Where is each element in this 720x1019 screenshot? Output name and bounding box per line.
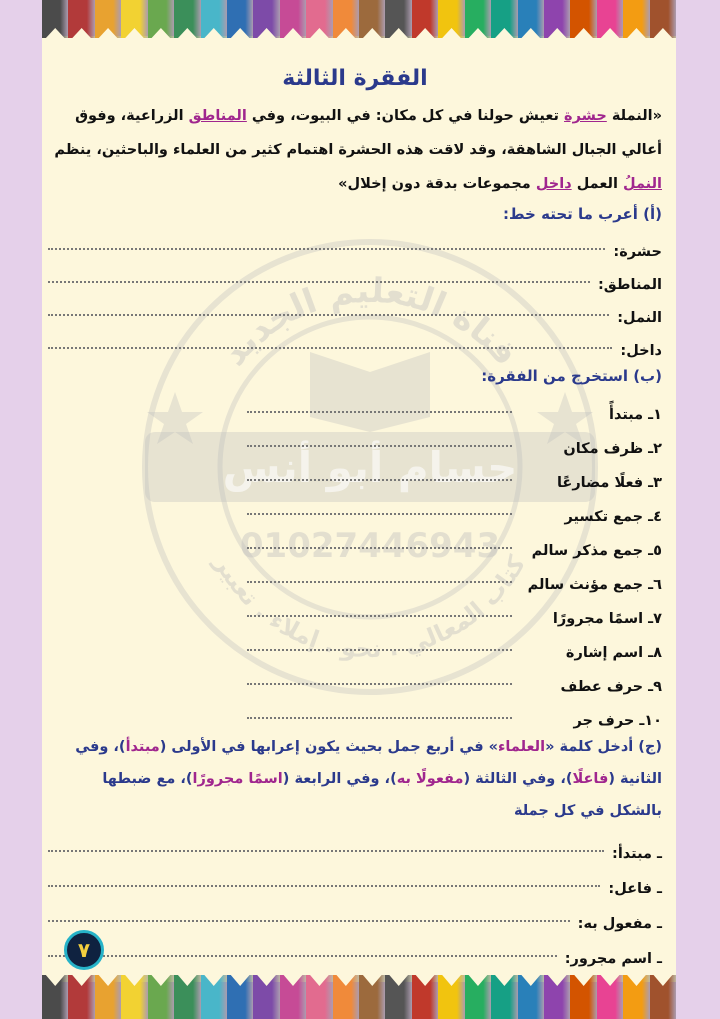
- passage-text: تعيش حولنا في كل مكان: في البيوت، وفي: [246, 108, 565, 124]
- answer-row: [48, 827, 662, 862]
- pencil-icon: [491, 0, 517, 38]
- passage-text: «النملة: [606, 108, 662, 124]
- section-a-list: [48, 227, 662, 359]
- pencil-icon: [412, 975, 438, 1019]
- page-title: الفقرة الثالثة: [282, 66, 428, 91]
- pencil-icon: [227, 0, 253, 38]
- pencil-icon: [253, 975, 279, 1019]
- underlined-word: داخل: [535, 176, 572, 192]
- list-item: [48, 457, 662, 491]
- pencil-icon: [385, 975, 411, 1019]
- answer-label: ـ اسم مجرور:: [564, 951, 662, 967]
- pencil-icon: [148, 975, 174, 1019]
- section-a-heading: (أ) أعرب ما تحته خط:: [503, 205, 662, 223]
- highlighted-term: مفعولًا به: [396, 771, 464, 787]
- passage-text: مجموعات بدقة دون إخلال»: [338, 176, 536, 192]
- list-item-label: ٩ـ حرف عطف: [560, 679, 662, 695]
- pencil-icon: [597, 975, 623, 1019]
- answer-line[interactable]: [247, 512, 512, 515]
- instruction-text: )، وفي الرابعة (: [282, 771, 397, 787]
- pencil-icon: [42, 0, 68, 38]
- pencil-icon: [570, 975, 596, 1019]
- answer-row: [48, 293, 662, 326]
- pencil-icon: [465, 0, 491, 38]
- worksheet-content: [48, 60, 662, 967]
- pencil-icon: [518, 0, 544, 38]
- answer-label: المناطق:: [597, 277, 662, 293]
- list-item-label: ١ـ مبتدأً: [608, 407, 662, 423]
- pencil-icon: [280, 0, 306, 38]
- pencil-icon: [306, 975, 332, 1019]
- underlined-word: النملُ: [623, 176, 662, 192]
- answer-row: [48, 897, 662, 932]
- answer-line[interactable]: [247, 410, 512, 413]
- highlighted-term: العلماء: [498, 739, 546, 755]
- list-item-label: ٦ـ جمع مؤنث سالم: [527, 577, 662, 593]
- list-item: [48, 525, 662, 559]
- pencil-icon: [227, 975, 253, 1019]
- answer-line[interactable]: [48, 849, 604, 852]
- pencil-icon: [412, 0, 438, 38]
- instruction-text: (ج) أدخل كلمة «: [545, 739, 662, 755]
- pencil-icon: [623, 0, 649, 38]
- answer-line[interactable]: [247, 546, 512, 549]
- pencil-icon: [280, 975, 306, 1019]
- watermark-name: حسام أبو أنس: [222, 443, 518, 492]
- answer-label: ـ مبتدأ:: [612, 846, 662, 862]
- list-item: [48, 593, 662, 627]
- instruction-text: )، مع ضبطها بالشكل في كل جملة: [102, 771, 662, 819]
- pencil-icon: [465, 975, 491, 1019]
- pencil-icon: [544, 975, 570, 1019]
- pencil-icon: [42, 975, 68, 1019]
- pencil-icon: [650, 975, 676, 1019]
- list-item-label: ١٠ـ حرف جر: [573, 713, 662, 729]
- list-item: [48, 423, 662, 457]
- answer-label: داخل:: [620, 343, 662, 359]
- passage-text: العمل: [571, 176, 623, 192]
- pencil-icon: [306, 0, 332, 38]
- pencil-icon: [597, 0, 623, 38]
- instruction-text: » في أربع جمل بحيث يكون إعرابها في الأولى (: [159, 739, 498, 755]
- highlighted-term: اسمًا مجرورًا: [192, 771, 283, 787]
- answer-line[interactable]: [247, 478, 512, 481]
- pencil-icon: [121, 975, 147, 1019]
- pencil-icon: [68, 0, 94, 38]
- answer-row: [48, 326, 662, 359]
- pencil-icon: [438, 975, 464, 1019]
- answer-line[interactable]: [247, 682, 512, 685]
- pencil-icon: [148, 0, 174, 38]
- answer-line[interactable]: [48, 346, 612, 349]
- watermark-bottom-text: كتاب المعالي . نحو . إملاء . تعبير: [208, 550, 532, 664]
- pencil-icon: [438, 0, 464, 38]
- list-item: [48, 389, 662, 423]
- list-item: [48, 661, 662, 695]
- answer-label: النمل:: [617, 310, 662, 326]
- instruction-text: )، وفي الثالثة (: [463, 771, 573, 787]
- answer-line[interactable]: [48, 919, 570, 922]
- answer-line[interactable]: [247, 444, 512, 447]
- answer-row: [48, 932, 662, 967]
- pencil-icon: [95, 975, 121, 1019]
- answer-line[interactable]: [48, 954, 557, 957]
- answer-label: ـ فاعل:: [608, 881, 662, 897]
- answer-label: ـ مفعول به:: [577, 916, 662, 932]
- list-item: [48, 695, 662, 729]
- answer-line[interactable]: [48, 247, 605, 250]
- list-item: [48, 491, 662, 525]
- section-c-instructions: [48, 731, 662, 827]
- passage-text: الزراعية، وفوق أعالي الجبال الشاهقة، وقد لاقت هذه الحشرة اهتمام كثير من العلماء والباحثين، ينظم: [54, 108, 662, 158]
- underlined-word: المناطق: [188, 108, 247, 124]
- pencil-icon: [518, 975, 544, 1019]
- list-item: [48, 559, 662, 593]
- list-item: [48, 627, 662, 661]
- pencil-icon: [174, 0, 200, 38]
- highlighted-term: فاعلًا: [572, 771, 609, 787]
- list-item-label: ٨ـ اسم إشارة: [565, 645, 662, 661]
- pencil-icon: [95, 0, 121, 38]
- instruction-text: )، وفي الثانية (: [75, 739, 662, 787]
- pencil-icon: [491, 975, 517, 1019]
- passage: [48, 99, 662, 201]
- answer-row: [48, 227, 662, 260]
- answer-line[interactable]: [247, 580, 512, 583]
- underlined-word: حشرة: [564, 108, 607, 124]
- pencil-icon: [650, 0, 676, 38]
- pencil-icon: [201, 975, 227, 1019]
- section-b-list: [48, 389, 662, 729]
- watermark-phone: 01027446943: [239, 526, 501, 566]
- section-b-heading: (ب) استخرج من الفقرة:: [481, 367, 662, 385]
- pencil-icon: [359, 0, 385, 38]
- answer-line[interactable]: [247, 716, 512, 719]
- answer-row: [48, 260, 662, 293]
- list-item-label: ٢ـ ظرف مكان: [563, 441, 662, 457]
- watermark-arc-text: قناة التعليم الجديد: [214, 270, 526, 374]
- answer-line[interactable]: [48, 884, 600, 887]
- pencil-icon: [359, 975, 385, 1019]
- pencil-icon: [333, 975, 359, 1019]
- answer-line[interactable]: [48, 313, 609, 316]
- pencil-icon: [253, 0, 279, 38]
- answer-line[interactable]: [247, 648, 512, 651]
- pencil-icon: [570, 0, 596, 38]
- answer-line[interactable]: [247, 614, 512, 617]
- pencil-icon: [544, 0, 570, 38]
- answer-row: [48, 862, 662, 897]
- answer-label: حشرة:: [613, 244, 662, 260]
- pencil-icon: [68, 975, 94, 1019]
- highlighted-term: مبتدأ: [125, 739, 160, 755]
- pencil-icon: [333, 0, 359, 38]
- section-c-list: [48, 827, 662, 967]
- pencil-icon: [121, 0, 147, 38]
- list-item-label: ٣ـ فعلًا مضارعًا: [556, 475, 662, 491]
- list-item-label: ٧ـ اسمًا مجرورًا: [552, 611, 662, 627]
- pencil-icon: [385, 0, 411, 38]
- list-item-label: ٥ـ جمع مذكر سالم: [531, 543, 662, 559]
- list-item-label: ٤ـ جمع تكسير: [564, 509, 662, 525]
- page-number-badge: ٧: [64, 930, 104, 970]
- pencil-icon: [201, 0, 227, 38]
- answer-line[interactable]: [48, 280, 590, 283]
- pencil-icon: [174, 975, 200, 1019]
- pencil-icon: [623, 975, 649, 1019]
- top-pencil-border: [42, 0, 676, 38]
- bottom-pencil-border: [42, 975, 676, 1019]
